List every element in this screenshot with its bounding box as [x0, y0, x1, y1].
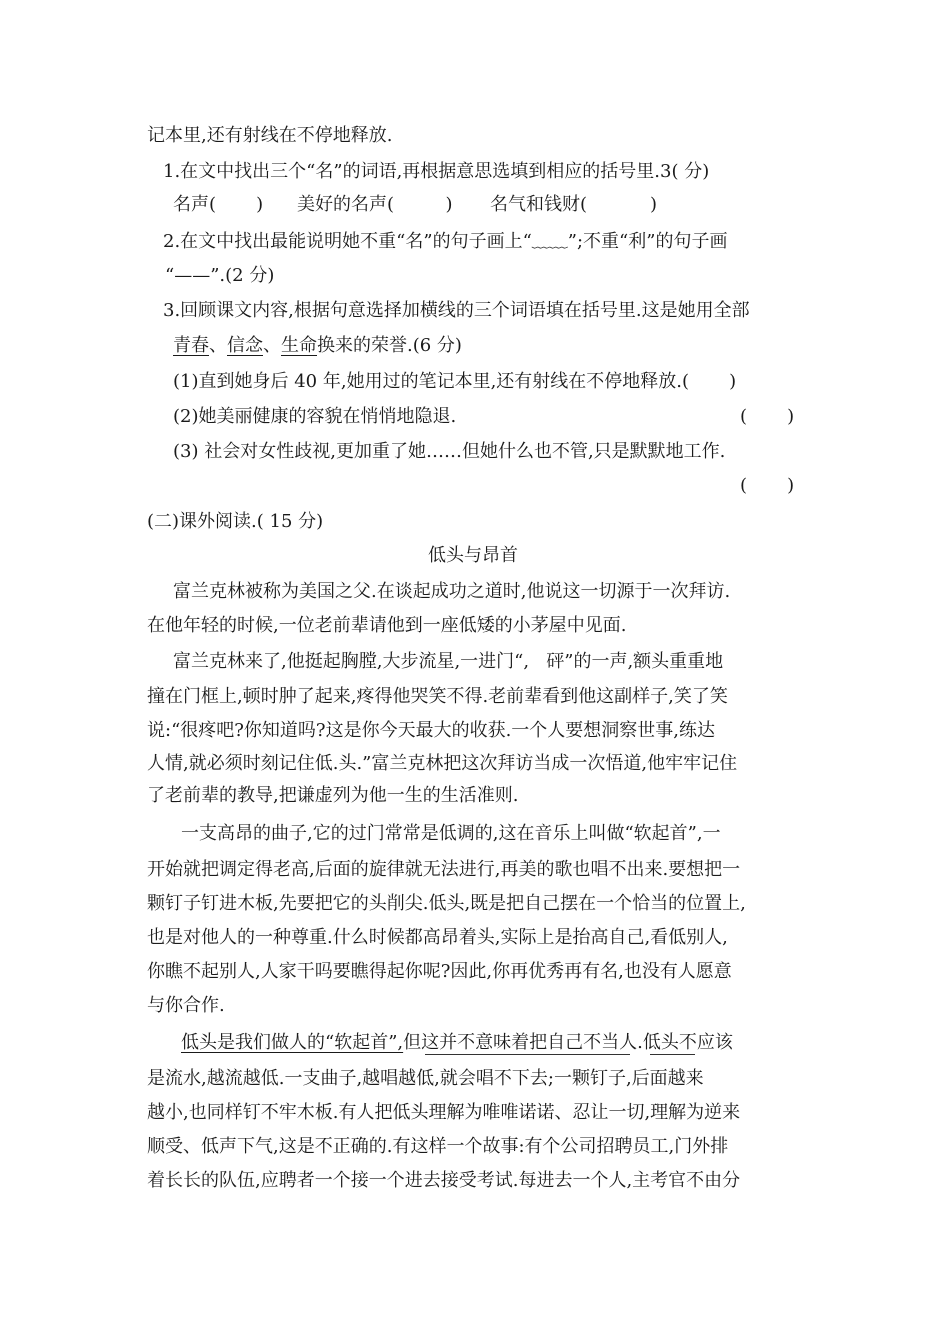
- q3-item-3: (3) 社会对女性歧视,更加重了她……但她什么也不管,只是默默地工作.: [173, 441, 726, 462]
- p4-line: 是流水,越流越低.一支曲子,越唱越低,就会唱不下去;一颗钉子,后面越来: [147, 1068, 704, 1089]
- intro-line: 记本里,还有射线在不停地释放.: [147, 125, 393, 146]
- p3-line: 你瞧不起别人,人家干吗要瞧得起你呢?因此,你再优秀再有名,也没有人愿意: [147, 961, 732, 982]
- p4-line: 着长长的队伍,应聘者一个接一个进去接受考试.每进去一个人,主考官不由分: [147, 1170, 741, 1191]
- p4-line: 越小,也同样钉不牢木板.有人把低头理解为唯唯诺诺、忍让一切,理解为逆来: [147, 1102, 741, 1123]
- separator: 、: [263, 335, 281, 356]
- p4-line: 顺受、低声下气,这是不正确的.有这样一个故事:有个公司招聘员工,门外排: [147, 1136, 729, 1157]
- p2-line: 说:“很疼吧?你知道吗?这是你今天最大的收获.一个人要想洞察世事,练达: [147, 720, 716, 741]
- question-2-line1: 2.在文中找出最能说明她不重“名”的句子画上“﹏﹏”;不重“利”的句子画: [163, 231, 728, 252]
- p3-line: 开始就把调定得老高,后面的旋律就无法进行,再美的歌也唱不出来.要想把一: [147, 859, 741, 880]
- p3-line: 一支高昂的曲子,它的过门常常是低调的,这在音乐上叫做“软起首”,一: [181, 823, 721, 844]
- p1-line: 在他年轻的时候,一位老前辈请他到一座低矮的小茅屋中见面.: [147, 615, 627, 636]
- hand-underline: [650, 1054, 695, 1055]
- p2-line: 撞在门框上,顿时肿了起来,疼得他哭笑不得.老前辈看到他这副样子,笑了笑: [147, 686, 728, 707]
- q3-tail: 换来的荣誉.(6 分): [317, 335, 462, 356]
- p4-first-line: [181, 1031, 733, 1055]
- separator: 、: [209, 335, 227, 356]
- p2-line: 富兰克林来了,他挺起胸膛,大步流星,一进门“, 砰”的一声,额头重重地: [173, 651, 724, 672]
- q3-item-2-paren: ( ): [740, 406, 795, 427]
- hand-underline: [425, 1054, 630, 1055]
- p3-line: 也是对他人的一种尊重.什么时候都高昂着头,实际上是抬高自己,看低别人,: [147, 927, 728, 948]
- p2-line: 了老前辈的教导,把谦虚列为他一生的生活准则.: [147, 785, 519, 806]
- question-3-line1: 3.回顾课文内容,根据句意选择加横线的三个词语填在括号里.这是她用全部: [163, 300, 750, 321]
- section-2-heading: (二)课外阅读.( 15 分): [147, 511, 324, 532]
- word-qingchun: 青春: [173, 335, 209, 356]
- question-3-line2: [173, 334, 462, 358]
- q3-item-1: (1)直到她身后 40 年,她用过的笔记本里,还有射线在不停地释放.( ): [173, 371, 737, 392]
- word-shengming: 生命: [281, 335, 317, 356]
- question-1: 1.在文中找出三个“名”的词语,再根据意思选填到相应的括号里.3( 分): [163, 161, 710, 182]
- question-2-line2: “——”.(2 分): [165, 265, 275, 286]
- p1-line: 富兰克林被称为美国之父.在谈起成功之道时,他说这一切源于一次拜访.: [173, 581, 731, 602]
- underlined-sentence: 低头是我们做人的“软起首”,: [181, 1032, 404, 1053]
- q1-option-c: 名气和钱财( ): [490, 194, 657, 215]
- q3-item-2: (2)她美丽健康的容貌在悄悄地隐退.: [173, 406, 457, 427]
- q3-item-3-paren: ( ): [740, 475, 795, 496]
- p3-line: 与你合作.: [147, 995, 225, 1016]
- q1-option-a: 名声( ): [173, 194, 264, 215]
- article-title: 低头与昂首: [428, 545, 518, 566]
- p4-first-rest: 但这并不意味着把自己不当人.低头不应该: [403, 1032, 733, 1053]
- p2-line: 人情,就必须时刻记住低.头.”富兰克林把这次拜访当成一次悟道,他牢牢记住: [147, 753, 738, 774]
- word-xinnian: 信念: [227, 335, 263, 356]
- p3-line: 颗钉子钉进木板,先要把它的头削尖.低头,既是把自己摆在一个恰当的位置上,: [147, 893, 746, 914]
- q1-option-b: 美好的名声( ): [297, 194, 453, 215]
